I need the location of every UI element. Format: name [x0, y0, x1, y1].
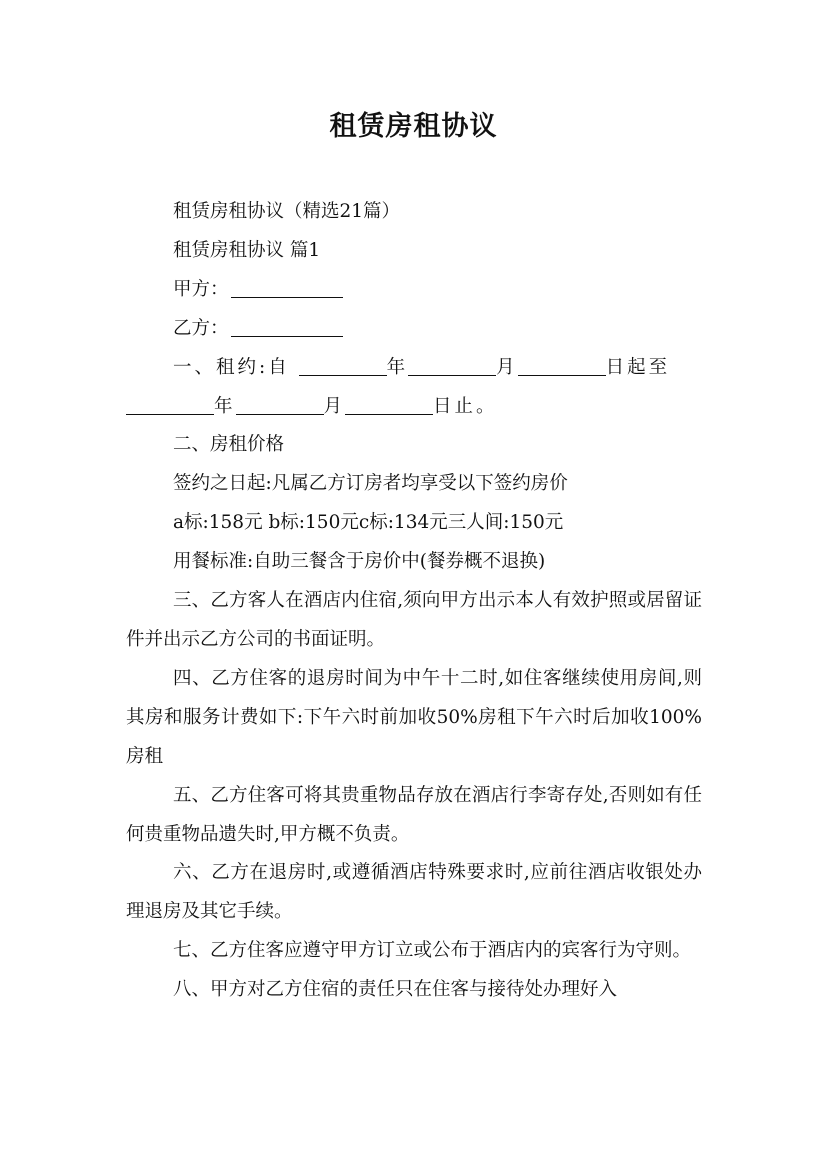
subtitle-line: 租赁房租协议（精选21篇）	[173, 201, 401, 222]
clause-3: 三、乙方客人在酒店内住宿,须向甲方出示本人有效护照或居留证件并出示乙方公司的书面证明。	[126, 590, 702, 650]
price-heading: 二、房租价格	[173, 434, 285, 456]
end-year-unit: 年	[214, 395, 236, 417]
party-b-line	[126, 310, 702, 349]
end-month-unit: 月	[323, 395, 346, 417]
start-month-unit: 月	[496, 356, 518, 378]
end-year-blank	[126, 393, 214, 414]
start-day-blank	[518, 354, 606, 375]
clause-7: 七、乙方住客应遵守甲方订立或公布于酒店内的宾客行为守则。	[173, 940, 692, 962]
section-heading: 租赁房租协议 篇1	[173, 239, 321, 261]
clause-6: 六、乙方在退房时,或遵循酒店特殊要求时,应前往酒店收银处办理退房及其它手续。	[126, 862, 702, 923]
end-day-unit: 日止。	[433, 395, 498, 417]
party-a-line	[126, 271, 702, 310]
clause-4: 四、乙方住客的退房时间为中午十二时,如住客继续使用房间,则其房和服务计费如下:下午六时前加收50%房租下午六时后加收100%房租	[126, 667, 702, 767]
party-b-blank	[231, 315, 343, 336]
clause-5: 五、乙方住客可将其贵重物品存放在酒店行李寄存处,否则如有任何贵重物品遗失时,甲方概不负责。	[126, 784, 702, 845]
start-year-blank	[299, 354, 387, 375]
price-intro: 签约之日起:凡属乙方订房者均享受以下签约房价	[173, 473, 568, 495]
meal-standard: 用餐标准:自助三餐含于房价中(餐券概不退换)	[173, 551, 546, 573]
price-rates: a标:158元 b标:150元c标:134元三人间:150元	[173, 512, 564, 534]
party-a-blank	[231, 276, 343, 297]
start-month-blank	[408, 354, 496, 375]
document-title: 租赁房租协议	[329, 111, 498, 142]
party-a-label: 甲方：	[173, 278, 229, 300]
lease-term-label: 一、租约:自	[173, 356, 290, 378]
end-day-blank	[345, 393, 433, 414]
start-day-unit: 日起至	[605, 356, 671, 378]
lease-term-clause	[126, 349, 702, 427]
start-year-unit: 年	[386, 356, 409, 378]
party-b-label: 乙方：	[173, 317, 229, 339]
end-month-blank	[236, 393, 324, 414]
clause-8: 八、甲方对乙方住宿的责任只在住客与接待处办理好入	[173, 979, 618, 1001]
document-body	[126, 193, 702, 1010]
